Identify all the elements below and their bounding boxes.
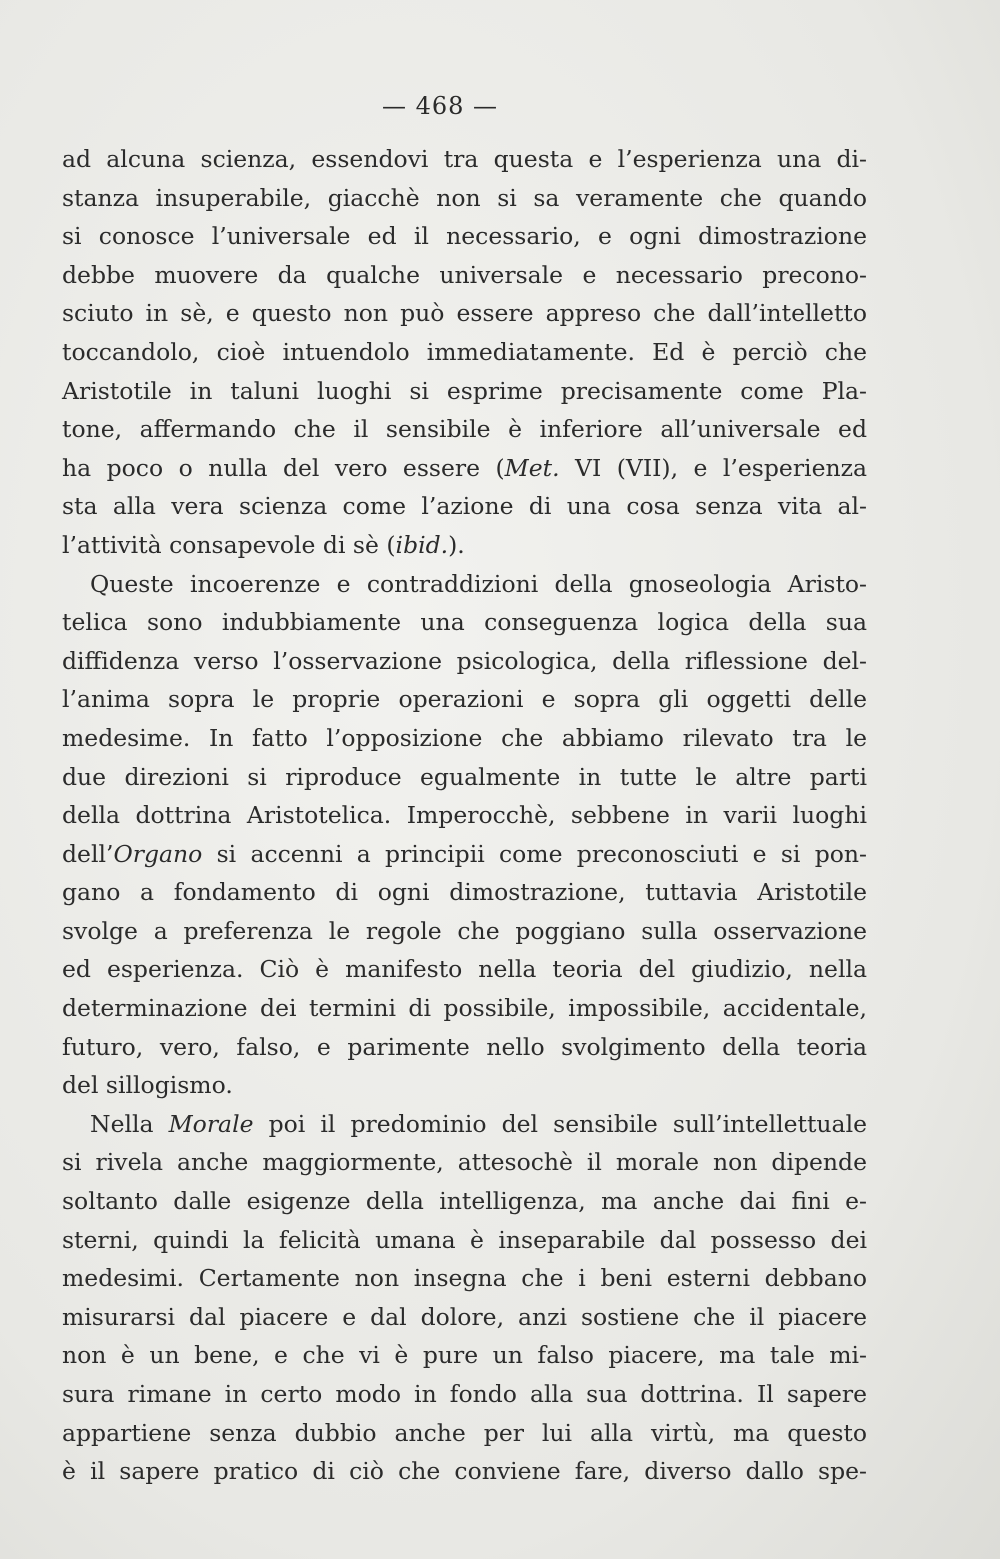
text-line (62, 1143, 867, 1182)
text-segment: ed esperienza. Ciò è manifesto nella teoria del giudizio, nella (62, 955, 867, 984)
text-line (62, 835, 867, 874)
text-segment: ha poco o nulla del vero essere ( (62, 453, 505, 482)
text-segment: due direzioni si riproduce egualmente in tutte le altre parti (62, 762, 867, 791)
text-segment: sura rimane in certo modo in fondo alla sua dottrina. Il sapere (62, 1380, 867, 1408)
text-line (62, 1298, 867, 1337)
text-segment: diffidenza verso l’osservazione psicologica, della riflessione del- (62, 646, 867, 675)
text-line (62, 487, 867, 526)
text-segment: gano a fondamento di ogni dimostrazione, tuttavia Aristotile (62, 878, 867, 907)
text-line (62, 1375, 867, 1414)
text-line (62, 1066, 867, 1105)
text-segment: toccandolo, cioè intuendolo immediatamente. Ed è perciò che (62, 337, 867, 366)
italic-text: Organo (113, 839, 203, 868)
text-segment: sta alla vera scienza come l’azione di una cosa senza vita al- (62, 492, 867, 521)
text-segment: si accenni a principii come preconosciuti e si pon- (202, 839, 867, 868)
text-segment: sterni, quindi la felicità umana è inseparabile dal possesso dei (62, 1225, 867, 1254)
text-line (62, 1414, 867, 1453)
text-segment: sciuto in sè, e questo non può essere appreso che dall’intelletto (62, 299, 867, 328)
text-segment: non è un bene, e che vi è pure un falso piacere, ma tale mi- (62, 1341, 867, 1370)
text-line (62, 294, 867, 333)
text-segment: si conosce l’universale ed il necessario, e ogni dimostrazione (62, 222, 867, 251)
text-segment: tone, affermando che il sensibile è inferiore all’universale ed (62, 415, 867, 444)
text-line (62, 603, 867, 642)
text-line (62, 217, 867, 256)
text-segment: futuro, vero, falso, e parimente nello svolgimento della teoria (62, 1032, 867, 1061)
text-segment: misurarsi dal piacere e dal dolore, anzi sostiene che il piacere (62, 1302, 867, 1331)
text-segment: Aristotile in taluni luoghi si esprime precisamente come Pla- (62, 376, 867, 405)
text-line (62, 950, 867, 989)
text-segment: svolge a preferenza le regole che poggiano sulla osservazione (62, 916, 867, 945)
text-segment: medesime. In fatto l’opposizione che abbiamo rilevato tra le (62, 723, 867, 752)
text-segment: è il sapere pratico di ciò che conviene fare, diverso dallo spe- (62, 1457, 867, 1486)
text-segment: si rivela anche maggiormente, attesochè il morale non dipende (62, 1148, 867, 1177)
text-segment: ). (448, 530, 465, 559)
text-line (62, 758, 867, 797)
text-line (62, 1259, 867, 1298)
text-line (62, 719, 867, 758)
text-line (62, 1182, 867, 1221)
text-segment: VI (VII), e l’esperienza (559, 453, 868, 482)
text-line (62, 680, 867, 719)
text-line (62, 873, 867, 912)
text-segment: soltanto dalle esigenze della intelligenza, ma anche dai fini e- (62, 1187, 867, 1216)
italic-text: Morale (168, 1109, 254, 1138)
text-segment: l’attività consapevole di sè ( (62, 530, 396, 559)
text-segment: l’anima sopra le proprie operazioni e sopra gli oggetti delle (62, 685, 867, 714)
text-line (62, 642, 867, 681)
text-line (62, 565, 867, 604)
text-line (62, 372, 867, 411)
text-line (62, 179, 867, 218)
text-line (62, 989, 867, 1028)
text-line (62, 1105, 867, 1144)
text-line (62, 410, 867, 449)
text-segment: poi il predominio del sensibile sull’intellettuale (253, 1109, 867, 1138)
italic-text: Met. (504, 453, 560, 482)
text-segment: medesimi. Certamente non insegna che i beni esterni debbano (62, 1264, 867, 1293)
text-segment: dell’ (62, 839, 114, 868)
text-line (62, 333, 867, 372)
text-line (62, 526, 867, 565)
page-number: — 468 — (381, 92, 499, 120)
text-segment: telica sono indubbiamente una conseguenza logica della sua (62, 608, 867, 637)
text-segment: Queste incoerenze e contraddizioni della gnoseologia Aristo- (90, 569, 867, 598)
text-line (62, 1336, 867, 1375)
text-line (62, 1028, 867, 1067)
italic-text: ibid. (395, 530, 449, 559)
text-segment: ad alcuna scienza, essendovi tra questa e l’esperienza una di- (62, 145, 867, 173)
text-segment: della dottrina Aristotelica. Imperocchè, sebbene in varii luoghi (62, 801, 867, 830)
text-line (62, 256, 867, 295)
text-line (62, 449, 867, 488)
text-line (62, 796, 867, 835)
text-segment: del sillogismo. (62, 1071, 233, 1100)
body-text (62, 140, 867, 1491)
text-segment: debbe muovere da qualche universale e necessario precono- (62, 260, 867, 289)
text-line (62, 140, 867, 179)
text-line (62, 1221, 867, 1260)
text-line (62, 912, 867, 951)
text-line (62, 1452, 867, 1491)
text-segment: appartiene senza dubbio anche per lui alla virtù, ma questo (62, 1418, 867, 1447)
text-segment: stanza insuperabile, giacchè non si sa veramente che quando (62, 183, 867, 212)
text-segment: determinazione dei termini di possibile, impossibile, accidentale, (62, 994, 867, 1023)
text-segment: Nella (90, 1109, 169, 1138)
